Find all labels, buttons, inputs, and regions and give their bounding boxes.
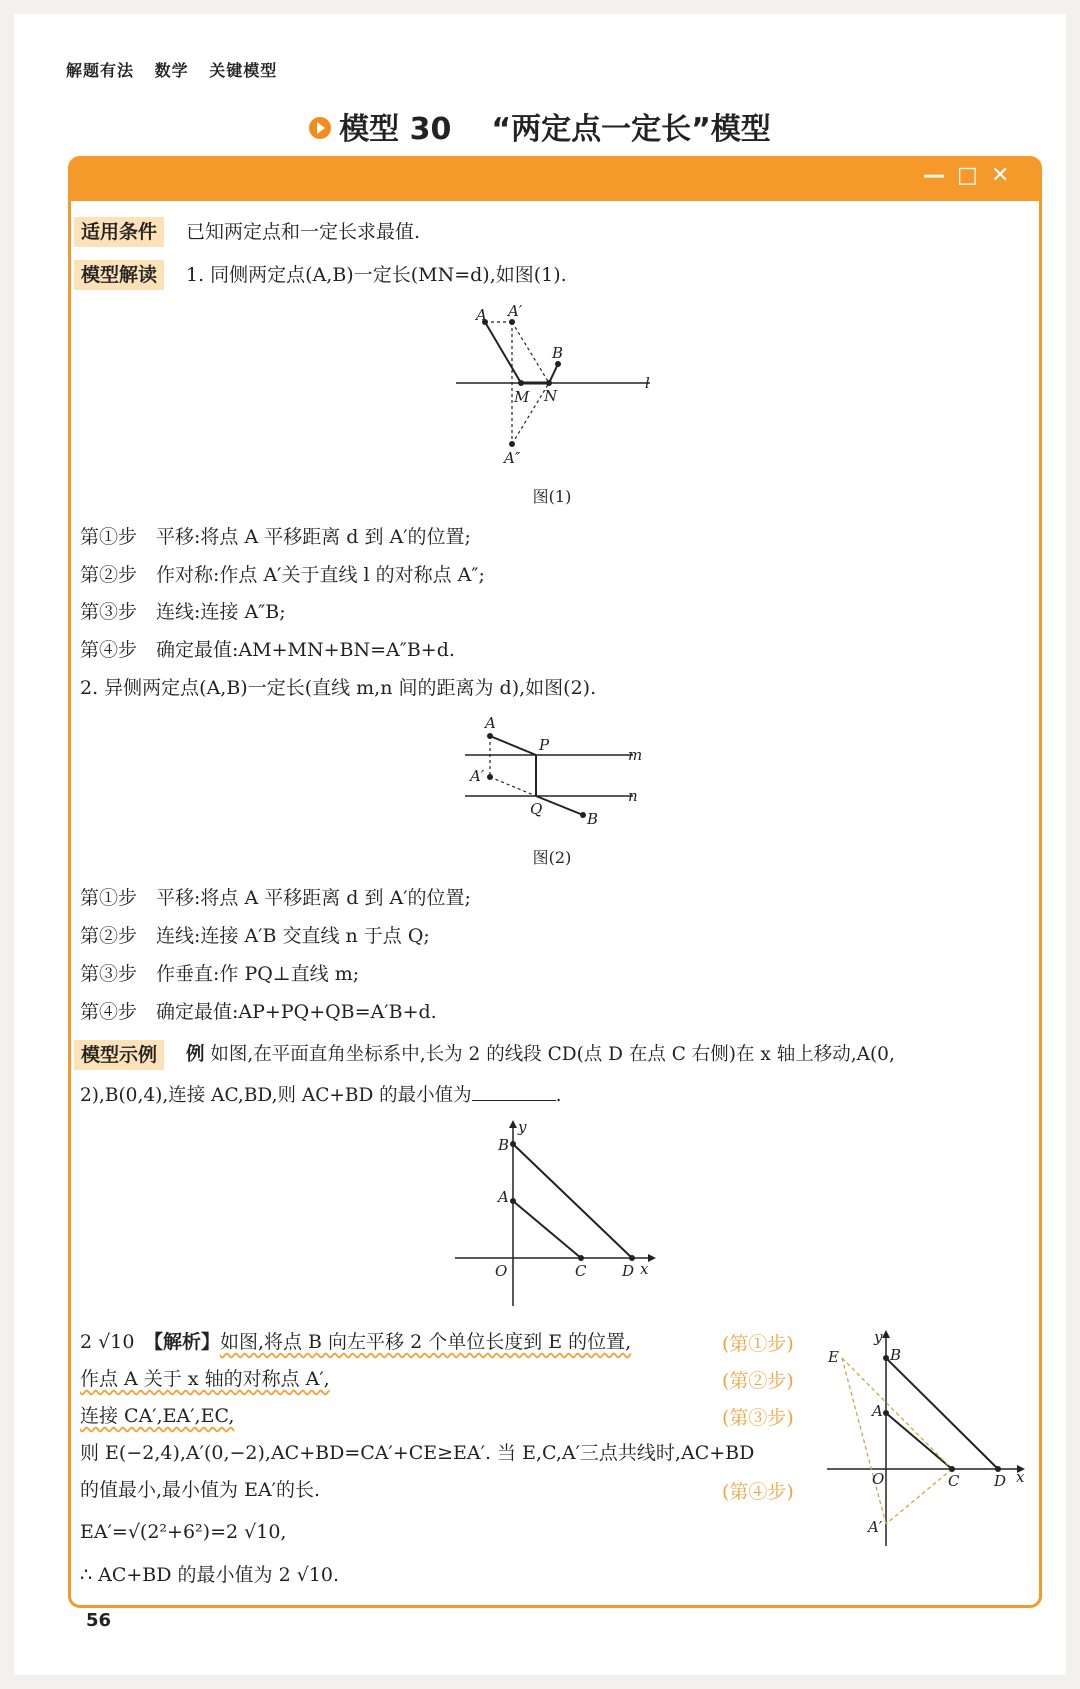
sol-label-x: x [1016,1468,1025,1486]
ex-point-a [510,1198,516,1204]
model-name: “两定点一定长”模型 [491,112,771,147]
ex-segment-bd [513,1144,632,1258]
ex-label-b: B [498,1136,510,1154]
fig2-label-p: P [539,736,550,754]
solution-line-3 [80,1403,234,1429]
header-topic: 关键模型 [209,61,278,80]
fig1-point-a2 [509,441,515,447]
solution-line-4: 则 E(−2,4),A′(0,−2),AC+BD=CA′+CE≥EA′. 当 E,C,A′三点共线时,AC+BD [80,1442,755,1464]
ex-label-d: D [622,1262,635,1280]
ex-point-c [578,1255,584,1261]
example-text-2: 2),B(0,4),连接 AC,BD,则 AC+BD 的最小值为 [80,1085,472,1106]
fig2-point-b [580,812,586,818]
fig1-segment-nb [549,364,558,383]
conditions-text: 已知两定点和一定长求最值. [186,221,421,243]
example-line-2 [80,1082,562,1109]
fig2-segment-qb [536,796,583,815]
sol-dash-ec [842,1358,952,1469]
tag-interpretation: 模型解读 [74,260,164,290]
solution-step-3: 连接 CA′,EA′,EC, [80,1405,235,1427]
example-text-1: 如图,在平面直角坐标系中,长为 2 的线段 CD(点 D 在点 C 右侧)在 x 轴上移动,A(0, [210,1044,895,1065]
figure-1 [440,300,670,475]
header-series: 解题有法 [66,61,135,80]
close-icon[interactable]: ✕ [991,163,1010,188]
fig2-label-q: Q [530,800,543,818]
fig2-point-a [487,733,493,739]
tag-conditions: 适用条件 [74,217,164,247]
part2-step-2: 第②步 连线:连接 A′B 交直线 n 于点 Q; [80,925,430,947]
sol-label-a1: A′ [868,1518,883,1536]
fig1-label-a1: A′ [508,302,523,320]
example-line-1 [186,1042,895,1068]
solution-figure [822,1326,1032,1552]
solution-line-5: 的值最小,最小值为 EA′的长. [80,1479,321,1501]
model-number: 模型 30 [339,112,452,147]
fig1-point-n [546,380,552,386]
ex-label-y: y [518,1118,527,1136]
ex-label-o: O [495,1262,508,1280]
play-icon [309,117,331,139]
page-title [0,104,1080,148]
figure-1-caption: 图(1) [532,487,572,506]
fig1-label-b: B [552,344,564,362]
page-number: 56 [86,1610,112,1631]
example-text-2-end: . [555,1085,562,1106]
step-mark-4: (第④步) [722,1481,794,1503]
header-subject: 数学 [154,61,189,80]
part1-step-2: 第②步 作对称:作点 A′关于直线 l 的对称点 A″; [80,564,485,586]
sol-label-b: B [890,1346,902,1364]
figure-2-caption: 图(2) [532,848,572,867]
sol-segment-ac [886,1413,952,1469]
part2-step-3: 第③步 作垂直:作 PQ⊥直线 m; [80,963,360,985]
sol-label-o: O [872,1470,885,1488]
sol-point-b [883,1355,889,1361]
fig1-label-l: l [645,374,650,392]
sol-label-y: y [874,1328,883,1346]
solution-line-2 [80,1366,330,1392]
sol-label-c: C [948,1472,960,1490]
solution-line-6: EA′=√(2²+6²)=2 √10, [80,1521,287,1543]
part1-step-4: 第④步 确定最值:AM+MN+BN=A″B+d. [80,639,455,661]
panel-title-bar [71,159,1039,201]
sol-segment-bd [886,1358,998,1469]
tag-example: 模型示例 [74,1040,164,1070]
answer-blank [472,1082,556,1101]
example-figure [450,1118,660,1310]
sol-y-arrow [882,1330,890,1338]
figure-2 [455,712,655,830]
fig2-label-a1: A′ [470,767,485,785]
minimize-icon[interactable]: — [923,163,945,188]
part1-step-1: 第①步 平移:将点 A 平移距离 d 到 A′的位置; [80,526,471,548]
ex-point-d [629,1255,635,1261]
step-mark-3: (第③步) [722,1407,794,1429]
sol-dash-ca1 [886,1469,952,1524]
ex-segment-ac [513,1201,581,1258]
sol-dash-ea1 [842,1358,886,1524]
analysis-tag: 【解析】 [153,1331,220,1353]
fig1-label-a2: A″ [504,449,521,467]
ex-x-arrow [648,1254,656,1262]
fig2-segment-ap [490,736,536,755]
ex-label-x: x [640,1260,649,1278]
sol-label-a: A [872,1402,883,1420]
part2-step-1: 第①步 平移:将点 A 平移距离 d 到 A′的位置; [80,887,471,909]
fig2-label-a: A [485,714,496,732]
fig2-label-m: m [628,746,643,764]
sol-point-a [883,1410,889,1416]
solution-step-2: 作点 A 关于 x 轴的对称点 A′, [80,1368,330,1390]
solution-line-7: ∴ AC+BD 的最小值为 2 √10. [80,1564,340,1586]
part1-intro: 1. 同侧两定点(A,B)一定长(MN=d),如图(1). [186,264,567,286]
part2-intro: 2. 异侧两定点(A,B)一定长(直线 m,n 间的距离为 d),如图(2). [80,677,597,699]
ex-y-arrow [509,1120,517,1128]
sol-label-d: D [994,1472,1007,1490]
fig1-point-m [518,380,524,386]
fig2-point-a1 [487,774,493,780]
part2-step-4: 第④步 确定最值:AP+PQ+QB=A′B+d. [80,1001,437,1023]
solution-line-1 [80,1329,631,1355]
fig1-label-n: N [544,387,558,405]
step-mark-1: (第①步) [722,1333,794,1355]
step-mark-2: (第②步) [722,1370,794,1392]
fig2-dash-a1q [490,777,536,796]
maximize-icon[interactable]: □ [957,163,978,188]
ex-label-c: C [575,1262,587,1280]
book-header [66,58,291,81]
fig1-label-a: A [476,306,487,324]
example-label: 例 [186,1044,205,1065]
solution-answer: 2 √10 [80,1331,135,1353]
ex-point-b [510,1141,516,1147]
sol-label-e: E [828,1348,839,1366]
fig1-dash-a1n [512,322,549,383]
ex-label-a: A [498,1188,509,1206]
fig1-segment-am [485,322,521,383]
fig1-label-m: M [514,388,530,406]
solution-step-1: 如图,将点 B 向左平移 2 个单位长度到 E 的位置, [219,1331,632,1353]
fig2-label-n: n [628,787,638,805]
fig2-label-b: B [587,810,599,828]
part1-step-3: 第③步 连线:连接 A″B; [80,601,286,623]
